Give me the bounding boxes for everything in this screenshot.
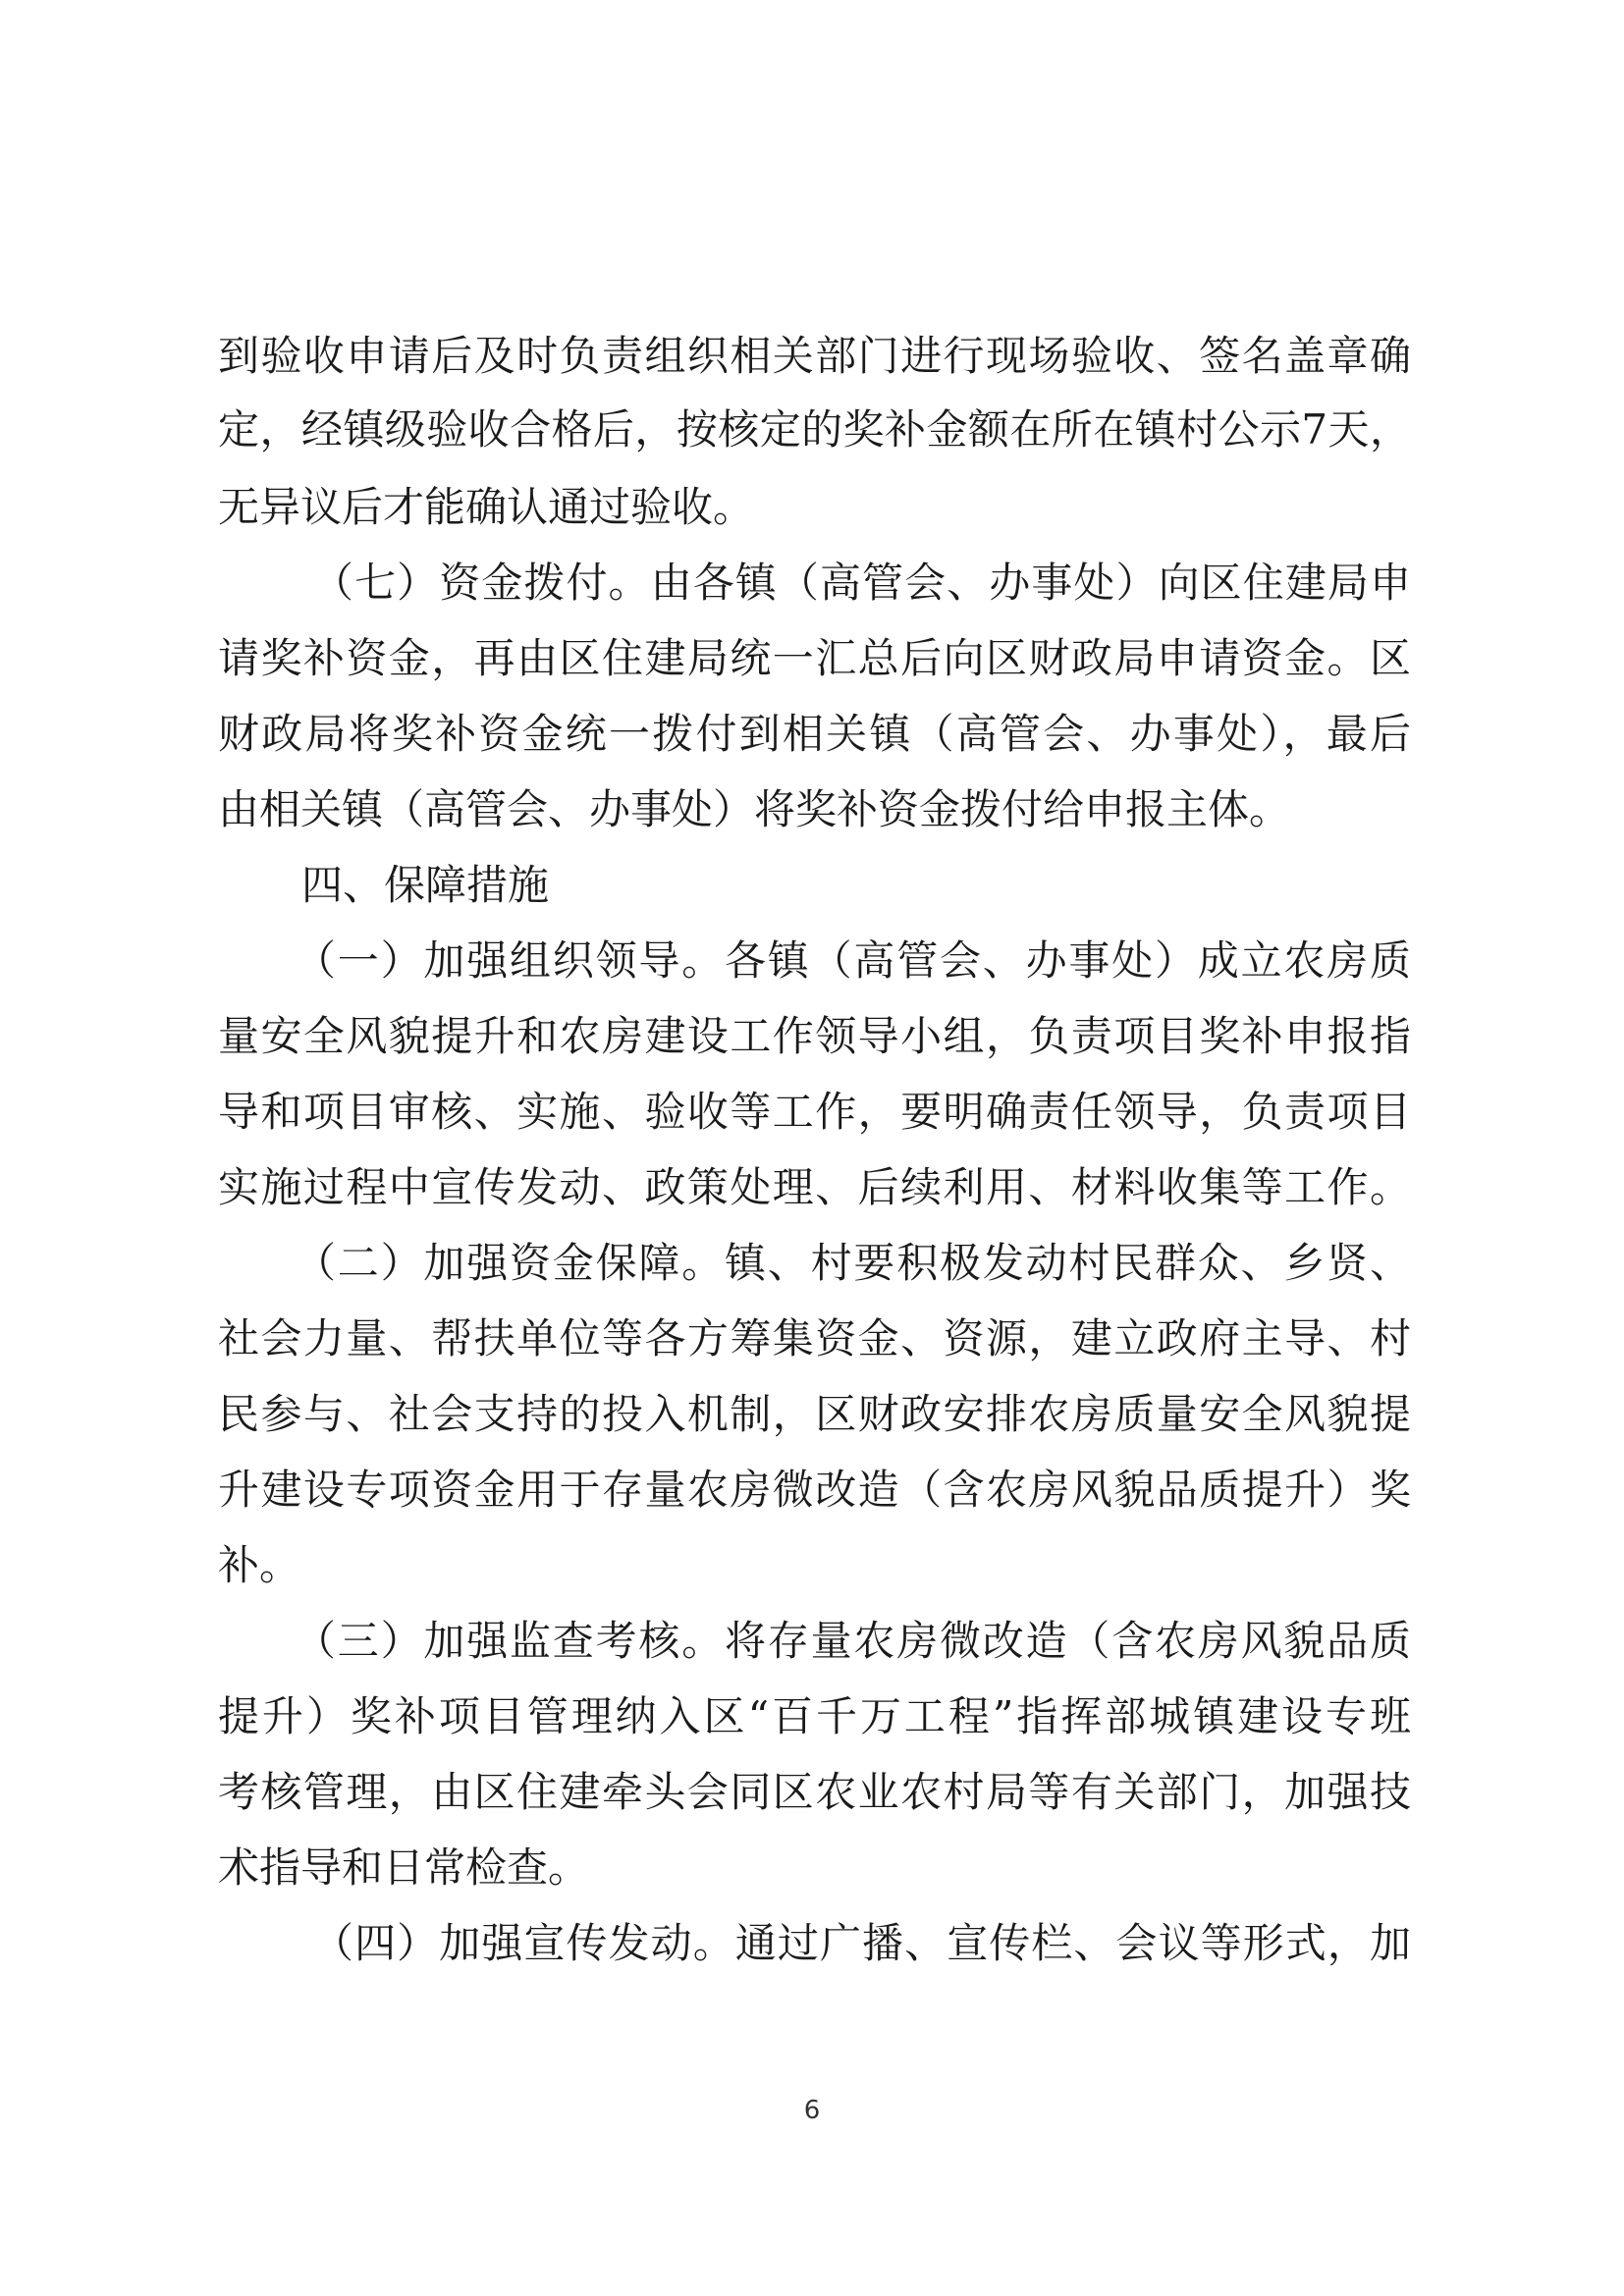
subsection-3-heading-line: （三）加强监查考核。将存量农房微改造（含农房风貌品质 [295,1617,1411,1665]
body-line-14: 社会力量、帮扶单位等各方筹集资金、资源，建立政府主导、村 [218,1314,1411,1362]
section-heading-safeguards: 四、保障措施 [301,861,550,909]
body-line-12: 实施过程中宣传发动、政策处理、后续利用、材料收集等工作。 [218,1163,1411,1211]
body-line-10: 量安全风貌提升和农房建设工作领导小组，负责项目奖补申报指 [218,1012,1411,1060]
body-line-6: 财政局将奖补资金统一拨付到相关镇（高管会、办事处），最后 [218,710,1411,758]
page-number: 6 [803,2096,821,2125]
body-line-19: 提升）奖补项目管理纳入区“百千万工程”指挥部城镇建设专班 [218,1692,1411,1740]
body-line-11: 导和项目审核、实施、验收等工作，要明确责任领导，负责项目 [218,1088,1411,1136]
body-line-1: 到验收申请后及时负责组织相关部门进行现场验收、签名盖章确 [218,332,1411,380]
section-7-heading-line: （七）资金拨付。由各镇（高管会、办事处）向区住建局申 [312,559,1411,607]
body-line-17: 补。 [218,1541,301,1589]
body-line-5: 请奖补资金，再由区住建局统一汇总后向区财政局申请资金。区 [218,634,1411,682]
body-line-21: 术指导和日常检查。 [218,1843,590,1892]
subsection-1-heading-line: （一）加强组织领导。各镇（高管会、办事处）成立农房质 [295,936,1411,985]
body-line-16: 升建设专项资金用于存量农房微改造（含农房风貌品质提升）奖 [218,1466,1411,1514]
body-line-3: 无异议后才能确认通过验收。 [218,483,755,531]
body-line-2: 定，经镇级验收合格后，按核定的奖补金额在所在镇村公示7天， [218,405,1411,454]
subsection-4-heading-line: （四）加强宣传发动。通过广播、宣传栏、会议等形式，加 [312,1919,1411,1967]
body-line-20: 考核管理，由区住建牵头会同区农业农村局等有关部门，加强技 [218,1768,1411,1816]
body-line-7: 由相关镇（高管会、办事处）将奖补资金拨付给申报主体。 [218,785,1291,833]
body-line-15: 民参与、社会支持的投入机制，区财政安排农房质量安全风貌提 [218,1390,1411,1438]
subsection-2-heading-line: （二）加强资金保障。镇、村要积极发动村民群众、乡贤、 [295,1239,1411,1287]
